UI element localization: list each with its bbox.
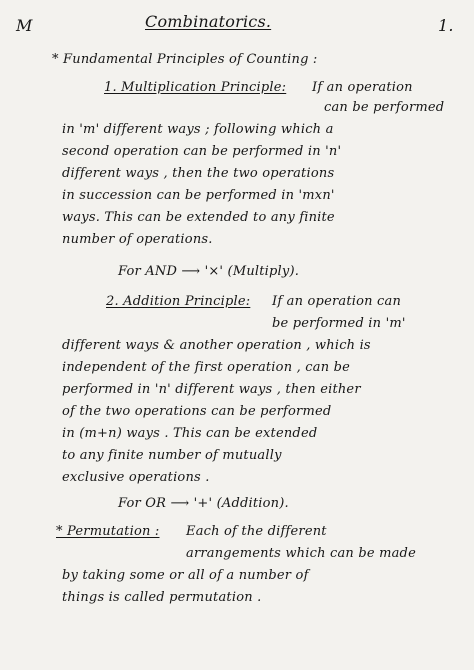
addition-line: different ways & another operation , which is xyxy=(62,338,371,353)
addition-line: in (m+n) ways . This can be extended xyxy=(62,426,318,441)
addition-line: of the two operations can be performed xyxy=(62,404,332,419)
addition-line: If an operation can xyxy=(272,294,402,309)
permutation-line: by taking some or all of a number of xyxy=(62,568,309,583)
permutation-line: arrangements which can be made xyxy=(186,546,416,561)
permutation-line: Each of the different xyxy=(186,524,327,539)
page-title: Combinatorics. xyxy=(145,12,272,31)
addition-line: be performed in 'm' xyxy=(272,316,406,331)
page-number: 1. xyxy=(438,16,454,35)
corner-mark: M xyxy=(16,16,33,35)
addition-line: to any finite number of mutually xyxy=(62,448,282,463)
multiplication-line: in 'm' different ways ; following which a xyxy=(62,122,334,137)
addition-line: exclusive operations . xyxy=(62,470,210,485)
multiplication-line: If an operation xyxy=(312,80,413,95)
addition-principle-heading: 2. Addition Principle: xyxy=(106,294,251,309)
multiplication-line: can be performed xyxy=(324,100,445,115)
permutation-line: things is called permutation . xyxy=(62,590,262,605)
multiplication-line: different ways , then the two operations xyxy=(62,166,335,181)
addition-line: performed in 'n' different ways , then either xyxy=(62,382,361,397)
multiplication-line: number of operations. xyxy=(62,232,213,247)
fundamental-principles-heading: * Fundamental Principles of Counting : xyxy=(52,52,318,67)
multiplication-rule: For AND ⟶ '×' (Multiply). xyxy=(118,264,300,279)
addition-rule: For OR ⟶ '+' (Addition). xyxy=(118,496,289,511)
multiplication-line: ways. This can be extended to any finite xyxy=(62,210,335,225)
multiplication-line: second operation can be performed in 'n' xyxy=(62,144,342,159)
permutation-heading: * Permutation : xyxy=(56,524,160,539)
multiplication-line: in succession can be performed in 'mxn' xyxy=(62,188,335,203)
multiplication-principle-heading: 1. Multiplication Principle: xyxy=(104,80,287,95)
addition-line: independent of the first operation , can be xyxy=(62,360,351,375)
